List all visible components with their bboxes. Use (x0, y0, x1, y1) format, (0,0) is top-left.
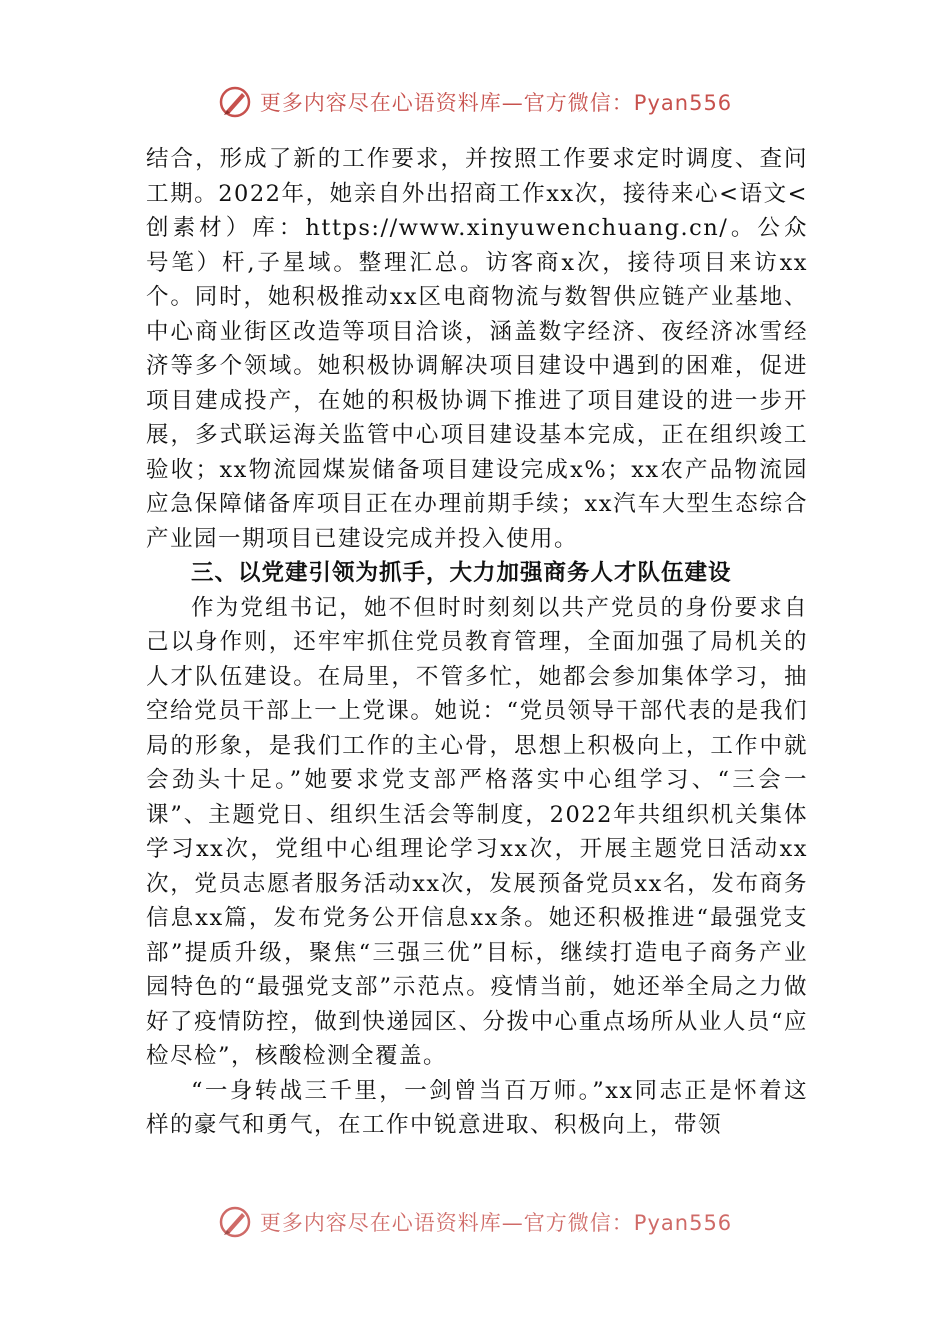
closing-paragraph: “一身转战三千里，一剑曾当百万师。”xx同志正是怀着这样的豪气和勇气，在工作中锐意进取、积极向上，带领 (146, 1077, 808, 1138)
header-watermark-banner (0, 80, 950, 124)
party-building-paragraph: 作为党组书记，她不但时时刻刻以共产党员的身份要求自己以身作则，还牢牢抓住党员教育管理，全面加强了局机关的人才队伍建设。在局里，不管多忙，她都会参加集体学习，抽空给党员干部上一上党课。她说：“党员领导干部代表的是我们局的形象，是我们工作的主心骨，思想上积极向上，工作中就会劲头十足。”她要求党支部严格落实中心组学习、“三会一课”、主题党日、组织生活会等制度，2022年共组织机关集体学习xx次，党组中心组理论学习xx次，开展主题党日活动xx次，党员志愿者服务活动xx次，发展预备党员xx名，发布商务信息xx篇，发布党务公开信息xx条。她还积极推进“最强党支部”提质升级，聚焦“三强三优”目标，继续打造电子商务产业园特色的“最强党支部”示范点。疫情当前，她还举全局之力做好了疫情防控，做到快递园区、分拨中心重点场所从业人员“应检尽检”，核酸检测全覆盖。 (146, 594, 808, 1069)
footer-watermark-text: 更多内容尽在心语资料库—官方微信：Pyan556 (259, 1211, 733, 1235)
section-heading: 三、以党建引领为抓手，大力加强商务人才队伍建设 (191, 560, 732, 586)
document-body (146, 142, 808, 1216)
footer-watermark-banner (0, 1202, 950, 1242)
pen-logo-icon (218, 1205, 252, 1239)
pen-logo-icon (218, 85, 252, 119)
continued-paragraph: 结合，形成了新的工作要求，并按照工作要求定时调度、查问工期。2022年，她亲自外出招商工作xx次，接待来心<语文<创素材）库：https://www.xinyuwenchuang.cn/。公众号笔）杆,子星域。整理汇总。访客商x次，接待项目来访xx个。同时，她积极推动xx区电商物流与数智供应链产业基地、中心商业街区改造等项目洽谈，涵盖数字经济、夜经济冰雪经济等多个领域。她积极协调解决项目建设中遇到的困难，促进项目建成投产，在她的积极协调下推进了项目建设的进一步开展，多式联运海关监管中心项目建设基本完成，正在组织竣工验收；xx物流园煤炭储备项目建设完成x%；xx农产品物流园应急保障储备库项目正在办理前期手续；xx汽车大型生态综合产业园一期项目已建设完成并投入使用。 (146, 146, 808, 552)
header-watermark-text: 更多内容尽在心语资料库—官方微信：Pyan556 (259, 91, 733, 115)
